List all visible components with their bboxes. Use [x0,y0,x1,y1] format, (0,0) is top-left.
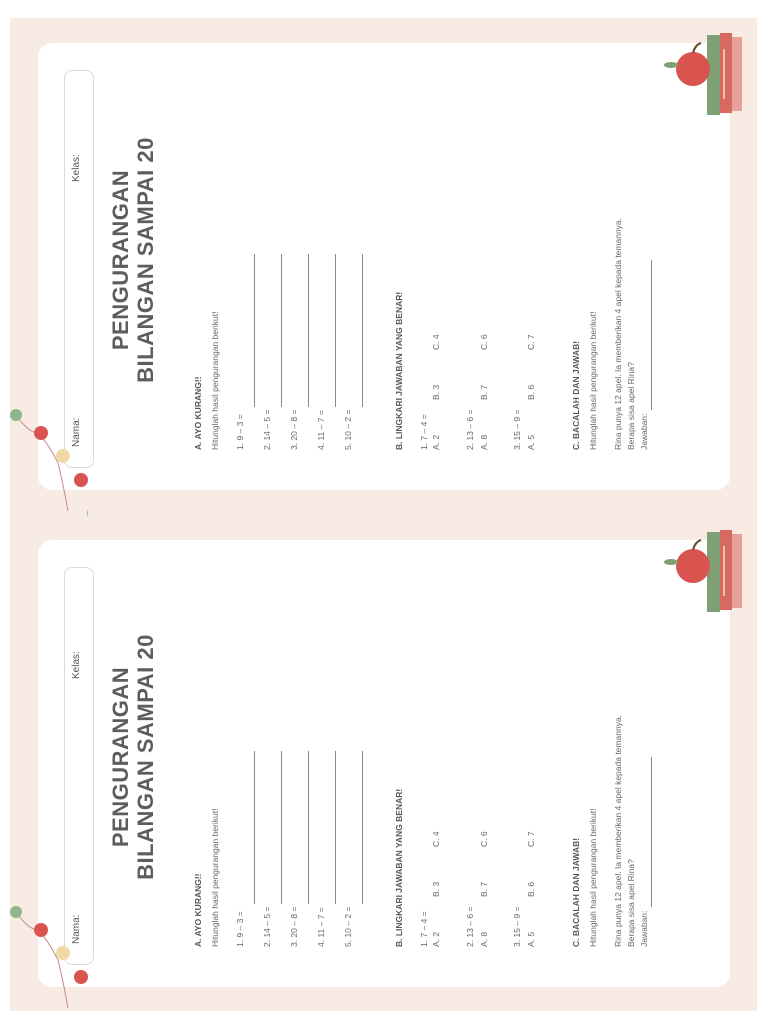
option-b[interactable]: B. 6 [526,881,536,897]
kelas-label: Kelas: [71,651,82,679]
story-line-2: Berapa sisa apel Rina? [626,859,636,947]
section-b-question-3: 3. 15 – 9 = [512,409,522,450]
section-a-item-5: 5. 10 – 2 = [343,409,353,450]
yarn-garland-icon [8,900,88,1020]
nama-label: Nama: [71,417,82,447]
option-c[interactable]: C. 6 [479,334,489,350]
option-c[interactable]: C. 4 [431,334,441,350]
section-a-heading: A. AYO KURANG!! [193,376,203,450]
story-line-1: Rina punya 12 apel. Ia memberikan 4 apel kepada temannya. [613,217,623,450]
answer-line[interactable] [254,751,255,904]
section-c-heading: C. BACALAH DAN JAWAB! [571,340,581,450]
option-a[interactable]: A. 5 [526,434,536,450]
option-a[interactable]: A. 2 [431,931,441,947]
worksheet-content [38,43,730,490]
option-a[interactable]: A. 2 [431,434,441,450]
section-a-heading: A. AYO KURANG!! [193,873,203,947]
option-b[interactable]: B. 6 [526,384,536,400]
answer-line[interactable] [308,254,309,407]
option-a[interactable]: A. 5 [526,931,536,947]
answer-line[interactable] [651,260,652,410]
story-line-1: Rina punya 12 apel. Ia memberikan 4 apel kepada temannya. [613,714,623,947]
worksheet-content [38,540,730,987]
section-b-question-2: 2. 13 – 6 = [465,409,475,450]
title-line-1: PENGURANGAN [108,666,133,848]
section-a-instruction: Hitunglah hasil pengurangan berikut! [210,808,220,947]
section-b-question-1: 1. 7 – 4 = [419,414,429,450]
nama-label: Nama: [71,914,82,944]
section-c-heading: C. BACALAH DAN JAWAB! [571,837,581,947]
option-a[interactable]: A. 8 [479,434,489,450]
answer-line[interactable] [651,757,652,907]
answer-line[interactable] [362,254,363,407]
option-c[interactable]: C. 4 [431,831,441,847]
section-a-item-4: 4. 11 – 7 = [316,410,326,450]
title-line-1: PENGURANGAN [108,169,133,351]
apple-books-icon [663,29,753,119]
title-line-2: BILANGAN SAMPAI 20 [133,634,158,880]
apple-books-icon [663,526,753,616]
section-b-heading: B. LINGKARI JAWABAN YANG BENAR! [394,788,404,947]
section-c-instruction: Hitunglah hasil pengurangan berikut! [588,808,598,947]
yarn-garland-icon [8,403,88,523]
section-b-heading: B. LINGKARI JAWABAN YANG BENAR! [394,291,404,450]
section-a-item-3: 3. 20 – 8 = [289,409,299,450]
section-a-item-5: 5. 10 – 2 = [343,906,353,947]
section-a-item-1: 1. 9 – 3 = [235,911,245,947]
answer-label: Jawaban: [639,910,649,947]
answer-line[interactable] [362,751,363,904]
answer-line[interactable] [254,254,255,407]
option-b[interactable]: B. 7 [479,881,489,897]
option-c[interactable]: C. 7 [526,831,536,847]
option-b[interactable]: B. 3 [431,881,441,897]
answer-line[interactable] [335,751,336,904]
answer-line[interactable] [281,254,282,407]
option-c[interactable]: C. 6 [479,831,489,847]
worksheet-bottom [38,540,730,987]
section-a-instruction: Hitunglah hasil pengurangan berikut! [210,311,220,450]
option-c[interactable]: C. 7 [526,334,536,350]
section-a-item-2: 2. 14 – 5 = [262,906,272,947]
answer-line[interactable] [308,751,309,904]
worksheet-top [38,43,730,490]
story-line-2: Berapa sisa apel Rina? [626,362,636,450]
section-c-instruction: Hitunglah hasil pengurangan berikut! [588,311,598,450]
section-b-question-3: 3. 15 – 9 = [512,906,522,947]
answer-line[interactable] [335,254,336,407]
title-line-2: BILANGAN SAMPAI 20 [133,137,158,383]
section-a-item-4: 4. 11 – 7 = [316,907,326,947]
option-b[interactable]: B. 7 [479,384,489,400]
option-a[interactable]: A. 8 [479,931,489,947]
answer-label: Jawaban: [639,413,649,450]
option-b[interactable]: B. 3 [431,384,441,400]
answer-line[interactable] [281,751,282,904]
kelas-label: Kelas: [71,154,82,182]
section-a-item-3: 3. 20 – 8 = [289,906,299,947]
section-b-question-2: 2. 13 – 6 = [465,906,475,947]
section-a-item-2: 2. 14 – 5 = [262,409,272,450]
section-a-item-1: 1. 9 – 3 = [235,414,245,450]
section-b-question-1: 1. 7 – 4 = [419,911,429,947]
